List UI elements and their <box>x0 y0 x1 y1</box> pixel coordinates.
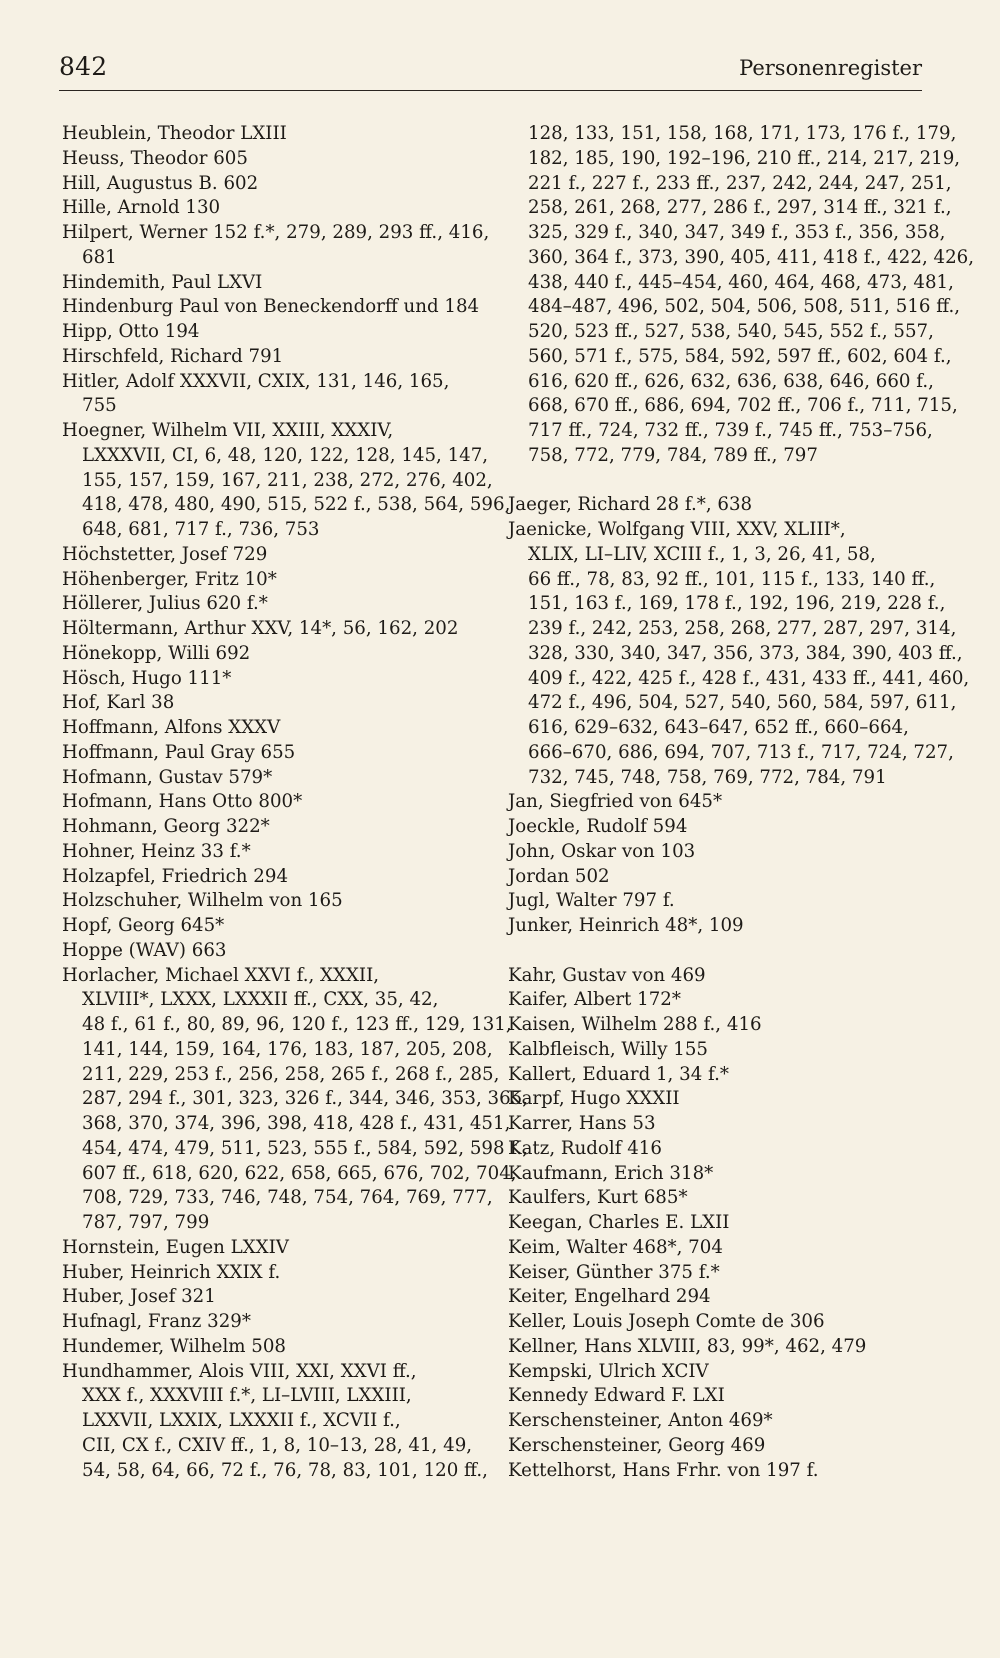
index-entry: Hille, Arnold 130 <box>62 197 221 219</box>
index-entry: Jugl, Walter 797 f. <box>508 890 675 912</box>
index-entry: Kaulfers, Kurt 685* <box>508 1187 688 1209</box>
index-entry: Kettelhorst, Hans Frhr. von 197 f. <box>508 1459 819 1481</box>
index-entry: Kerschensteiner, Anton 469* <box>508 1410 773 1431</box>
index-entry: Hill, Augustus B. 602 <box>62 172 259 194</box>
index-entry-continuation: 755 <box>82 395 117 417</box>
index-entry: Hopf, Georg 645* <box>62 915 225 936</box>
index-entry: Jordan 502 <box>508 865 610 887</box>
index-entry: Keiter, Engelhard 294 <box>508 1286 711 1308</box>
index-entry-continuation: 155, 157, 159, 167, 211, 238, 272, 276, 402, <box>82 469 493 491</box>
index-entry: Kempski, Ulrich XCIV <box>508 1360 709 1382</box>
index-entry-continuation: 328, 330, 340, 347, 356, 373, 384, 390, 403 ff., <box>528 642 963 664</box>
index-entry: Hornstein, Eugen LXXIV <box>62 1236 289 1258</box>
index-entry: Kaisen, Wilhelm 288 f., 416 <box>508 1014 762 1035</box>
index-entry-continuation: 141, 144, 159, 164, 176, 183, 187, 205, 208, <box>82 1038 493 1060</box>
index-entry-continuation: LXXVII, LXXIX, LXXXII f., XCVII f., <box>82 1410 401 1431</box>
index-entry-continuation: 666–670, 686, 694, 707, 713 f., 717, 724, 727, <box>528 741 954 763</box>
index-entry-continuation: CII, CX f., CXIV ff., 1, 8, 10–13, 28, 41, 49, <box>82 1434 473 1456</box>
index-entry: Hindenburg Paul von Beneckendorff und 184 <box>62 296 480 318</box>
index-entry: Hufnagl, Franz 329* <box>62 1311 251 1332</box>
index-entry: Höllerer, Julius 620 f.* <box>62 593 268 615</box>
index-entry-continuation: 472 f., 496, 504, 527, 540, 560, 584, 597, 611, <box>528 692 957 714</box>
index-entry-continuation: 732, 745, 748, 758, 769, 772, 784, 791 <box>528 766 887 788</box>
index-entry-continuation: 239 f., 242, 253, 258, 268, 277, 287, 297, 314, <box>528 618 957 639</box>
index-entry: Keller, Louis Joseph Comte de 306 <box>508 1311 825 1332</box>
index-entry: Höhenberger, Fritz 10* <box>62 568 277 590</box>
index-entry-continuation: 287, 294 f., 301, 323, 326 f., 344, 346, 353, 365, <box>82 1088 529 1110</box>
index-entry: Hoppe (WAV) 663 <box>62 939 227 961</box>
index-entry-continuation: 787, 797, 799 <box>82 1212 210 1233</box>
index-entry: Hitler, Adolf XXXVII, CXIX, 131, 146, 165, <box>62 370 450 392</box>
index-entry: Hofmann, Hans Otto 800* <box>62 791 303 813</box>
index-entry: Hilpert, Werner 152 f.*, 279, 289, 293 ff., 416, <box>62 222 490 243</box>
index-entry-continuation: XLIX, LI–LIV, XCIII f., 1, 3, 26, 41, 58, <box>528 543 876 565</box>
index-column-right <box>508 122 975 1483</box>
index-entry-continuation: 648, 681, 717 f., 736, 753 <box>82 519 320 540</box>
index-entry-continuation: 66 ff., 78, 83, 92 ff., 101, 115 f., 133, 140 ff., <box>528 568 936 590</box>
index-entry: Hoffmann, Paul Gray 655 <box>62 741 296 763</box>
index-entry-continuation: 520, 523 ff., 527, 538, 540, 545, 552 f., 557, <box>528 321 934 342</box>
index-entry: Holzschuher, Wilhelm von 165 <box>62 890 343 912</box>
index-entry: Heublein, Theodor LXIII <box>62 123 287 144</box>
index-entry: Hösch, Hugo 111* <box>62 667 232 689</box>
index-entry-continuation: 708, 729, 733, 746, 748, 754, 764, 769, 777, <box>82 1187 493 1209</box>
index-entry: Hundhammer, Alois VIII, XXI, XXVI ff., <box>62 1360 417 1382</box>
index-entry: Huber, Josef 321 <box>62 1286 216 1308</box>
index-entry-continuation: 454, 474, 479, 511, 523, 555 f., 584, 592, 598 f., <box>82 1137 529 1159</box>
index-entry: Kalbfleisch, Willy 155 <box>508 1038 708 1060</box>
index-entry-continuation: 409 f., 422, 425 f., 428 f., 431, 433 ff., 441, 460, <box>528 667 970 689</box>
index-entry-continuation: 560, 571 f., 575, 584, 592, 597 ff., 602, 604 f., <box>528 345 952 367</box>
index-entry-continuation: 418, 478, 480, 490, 515, 522 f., 538, 564, 596, <box>82 494 511 516</box>
index-entry: Hirschfeld, Richard 791 <box>62 345 284 367</box>
index-entry-continuation: 151, 163 f., 169, 178 f., 192, 196, 219, 228 f., <box>528 593 946 615</box>
index-entry: Heuss, Theodor 605 <box>62 147 248 169</box>
index-column-left <box>62 122 529 1483</box>
index-entry: Keegan, Charles E. LXII <box>508 1212 730 1233</box>
index-entry: John, Oskar von 103 <box>508 840 696 862</box>
index-entry-continuation: XXX f., XXXVIII f.*, LI–LVIII, LXXIII, <box>82 1385 412 1407</box>
index-entry: Kaifer, Albert 172* <box>508 989 681 1011</box>
index-entry: Karpf, Hugo XXXII <box>508 1088 680 1110</box>
index-entry-continuation: 681 <box>82 246 117 268</box>
index-entry: Katz, Rudolf 416 <box>508 1137 662 1159</box>
index-entry: Jaeger, Richard 28 f.*, 638 <box>508 494 753 516</box>
index-entry-continuation: 717 ff., 724, 732 ff., 739 f., 745 ff., 753–756, <box>528 420 933 441</box>
index-entry: Hoffmann, Alfons XXXV <box>62 717 281 738</box>
index-entry-continuation: 258, 261, 268, 277, 286 f., 297, 314 ff., 321 f., <box>528 197 952 219</box>
index-entry: Horlacher, Michael XXVI f., XXXII, <box>62 964 380 986</box>
index-entry: Höltermann, Arthur XXV, 14*, 56, 162, 202 <box>62 618 459 639</box>
running-title: Personenregister <box>739 56 922 80</box>
index-entry: Huber, Heinrich XXIX f. <box>62 1261 281 1283</box>
index-entry-continuation: 368, 370, 374, 396, 398, 418, 428 f., 431, 451, <box>82 1113 511 1134</box>
index-entry: Kerschensteiner, Georg 469 <box>508 1434 766 1456</box>
index-entry-continuation: 221 f., 227 f., 233 ff., 237, 242, 244, 247, 251, <box>528 172 952 194</box>
index-entry-continuation: 182, 185, 190, 192–196, 210 ff., 214, 217, 219, <box>528 147 961 169</box>
index-entry: Kahr, Gustav von 469 <box>508 964 706 986</box>
index-entry: Hundemer, Wilhelm 508 <box>62 1335 287 1357</box>
index-entry-continuation: 616, 629–632, 643–647, 652 ff., 660–664, <box>528 717 909 738</box>
index-entry: Keim, Walter 468*, 704 <box>508 1236 723 1258</box>
index-entry: Kallert, Eduard 1, 34 f.* <box>508 1063 730 1085</box>
index-entry: Hohmann, Georg 322* <box>62 816 270 837</box>
index-entry: Hohner, Heinz 33 f.* <box>62 840 251 862</box>
index-entry: Jan, Siegfried von 645* <box>508 791 723 813</box>
index-entry: Jaenicke, Wolfgang VIII, XXV, XLIII*, <box>508 519 846 540</box>
index-entry: Hönekopp, Willi 692 <box>62 642 251 664</box>
index-entry-continuation: 48 f., 61 f., 80, 89, 96, 120 f., 123 ff., 129, 131, <box>82 1014 512 1035</box>
index-entry: Junker, Heinrich 48*, 109 <box>508 915 744 936</box>
index-entry-continuation: 54, 58, 64, 66, 72 f., 76, 78, 83, 101, 120 ff., <box>82 1459 488 1481</box>
letter-group-gap <box>508 469 928 494</box>
letter-group-gap <box>508 939 928 964</box>
index-entry: Karrer, Hans 53 <box>508 1113 656 1134</box>
index-entry: Hindemith, Paul LXVI <box>62 271 263 293</box>
index-entry-continuation: 325, 329 f., 340, 347, 349 f., 353 f., 356, 358, <box>528 222 946 243</box>
index-entry-continuation: 616, 620 ff., 626, 632, 636, 638, 646, 660 f., <box>528 370 934 392</box>
index-entry: Keiser, Günther 375 f.* <box>508 1261 720 1283</box>
page-header <box>59 48 922 91</box>
index-entry-continuation: 438, 440 f., 445–454, 460, 464, 468, 473, 481, <box>528 271 954 293</box>
index-entry: Kellner, Hans XLVIII, 83, 99*, 462, 479 <box>508 1335 867 1357</box>
index-entry-continuation: 484–487, 496, 502, 504, 506, 508, 511, 516 ff., <box>528 296 961 318</box>
index-entry-continuation: 758, 772, 779, 784, 789 ff., 797 <box>528 444 818 466</box>
index-entry: Hofmann, Gustav 579* <box>62 766 273 788</box>
index-entry-continuation: LXXXVII, CI, 6, 48, 120, 122, 128, 145, 147, <box>82 444 489 466</box>
index-entry-continuation: 668, 670 ff., 686, 694, 702 ff., 706 f., 711, 715, <box>528 395 958 417</box>
index-entry: Höchstetter, Josef 729 <box>62 543 268 565</box>
index-entry-continuation: 211, 229, 253 f., 256, 258, 265 f., 268 f., 285, <box>82 1063 500 1085</box>
page-number: 842 <box>59 52 108 81</box>
index-entry: Joeckle, Rudolf 594 <box>508 816 688 837</box>
index-entry: Hof, Karl 38 <box>62 692 175 714</box>
index-entry: Holzapfel, Friedrich 294 <box>62 865 289 887</box>
index-entry-continuation: 128, 133, 151, 158, 168, 171, 173, 176 f., 179, <box>528 123 957 144</box>
index-entry-continuation: 607 ff., 618, 620, 622, 658, 665, 676, 702, 704, <box>82 1162 517 1184</box>
index-entry: Kennedy Edward F. LXI <box>508 1385 725 1407</box>
index-entry: Hoegner, Wilhelm VII, XXIII, XXXIV, <box>62 420 394 441</box>
index-entry: Kaufmann, Erich 318* <box>508 1162 714 1184</box>
index-entry-continuation: 360, 364 f., 373, 390, 405, 411, 418 f., 422, 426, <box>528 246 975 268</box>
index-entry-continuation: XLVIII*, LXXX, LXXXII ff., CXX, 35, 42, <box>82 989 439 1011</box>
index-entry: Hipp, Otto 194 <box>62 321 200 342</box>
